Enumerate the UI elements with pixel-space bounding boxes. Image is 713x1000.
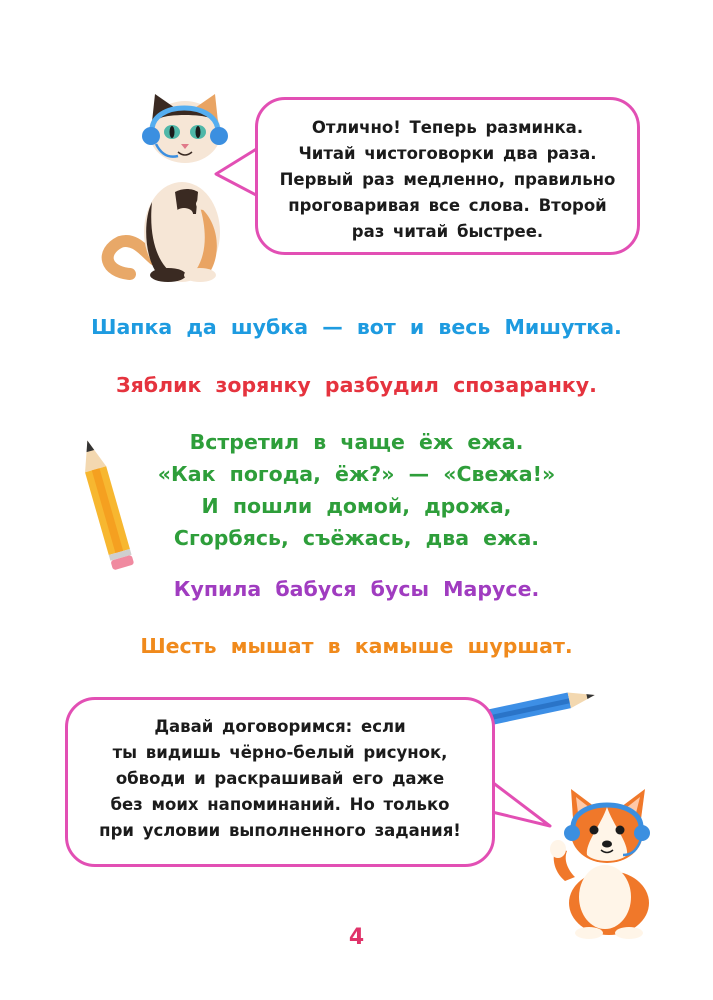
poem-line: Сгорбясь, съёжась, два ежа.: [173, 526, 540, 550]
tongue-twister-4: Купила бабуся бусы Марусе.: [173, 577, 540, 601]
poem-line: «Как погода, ёж?» — «Свежа!»: [157, 462, 556, 486]
corgi-illustration: [545, 785, 665, 940]
yellow-pencil-illustration: [70, 430, 140, 575]
speech-line: проговаривая все слова. Второй: [288, 196, 607, 215]
tongue-twister-2: Зяблик зорянку разбудил спозаранку.: [116, 373, 597, 397]
speech-bubble-bottom: [65, 697, 495, 867]
poem-line: Встретил в чаще ёж ежа.: [189, 430, 524, 454]
speech-line: при условии выполненного задания!: [99, 821, 461, 840]
speech-line: обводи и раскрашивай его даже: [115, 769, 445, 788]
speech-line: ты видишь чёрно-белый рисунок,: [112, 743, 448, 762]
page-number: 4: [348, 925, 365, 950]
speech-line: Давай договоримся: если: [154, 717, 406, 736]
blue-pencil-illustration: [478, 685, 603, 730]
speech-line: раз читай быстрее.: [351, 222, 544, 241]
speech-bubble-top: [255, 97, 640, 255]
speech-line: Отлично! Теперь разминка.: [311, 118, 584, 137]
speech-line: Читай чистоговорки два раза.: [298, 144, 597, 163]
poem-line: И пошли домой, дрожа,: [201, 494, 512, 518]
speech-line: Первый раз медленно, правильно: [279, 170, 616, 189]
speech-line: без моих напоминаний. Но только: [110, 795, 450, 814]
tongue-twister-5: Шесть мышат в камыше шуршат.: [140, 634, 573, 658]
tongue-twister-1: Шапка да шубка — вот и весь Мишутка.: [91, 315, 622, 339]
